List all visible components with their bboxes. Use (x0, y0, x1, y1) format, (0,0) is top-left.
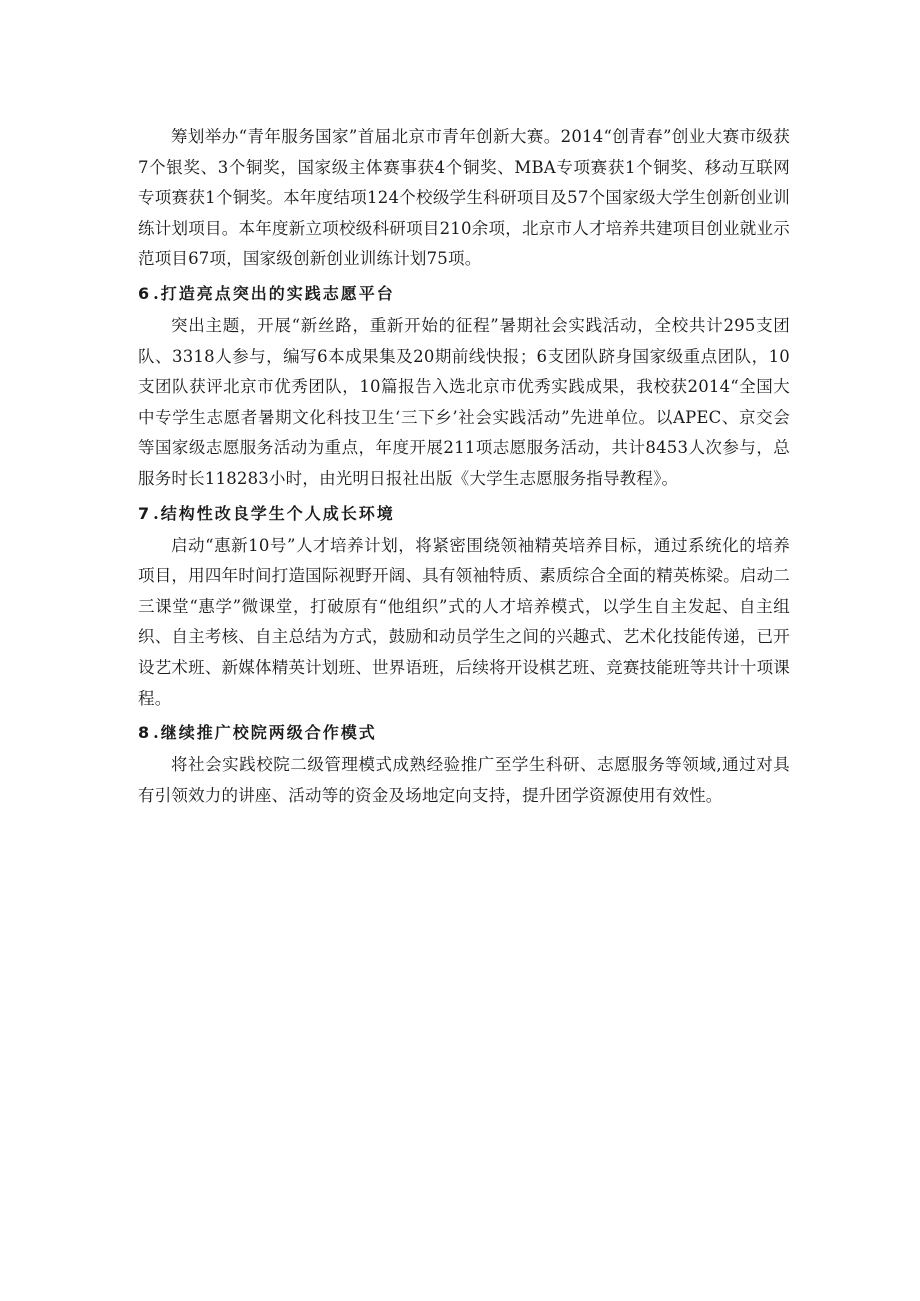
document-body (138, 122, 790, 811)
section-title: .继续推广校院两级合作模式 (153, 723, 377, 743)
paragraph-cooperation-model: 将社会实践校院二级管理模式成熟经验推广至学生科研、志愿服务等领域,通过对具有引领效力的讲座、活动等的资金及场地定向支持，提升团学资源使用有效性。 (138, 755, 790, 805)
section-number: 7 (138, 503, 152, 523)
section-number: 8 (138, 723, 152, 743)
paragraph-practice-volunteer: 突出主题，开展“新丝路，重新开始的征程”暑期社会实践活动，全校共计295支团队、3318人参与，编写6本成果集及20期前线快报；6支团队跻身国家级重点团队，10支团队获评北京市优秀团队，10篇报告入选北京市优秀实践成果，我校获2014“全国大中专学生志愿者暑期文化科技卫生‘三下乡’社会实践活动”先进单位。以APEC、京交会等国家级志愿服务活动为重点，年度开展211项志愿服务活动，共计8453人次参与，总服务时长118283小时，由光明日报社出版《大学生志愿服务指导教程》。 (138, 315, 790, 488)
section-title: .打造亮点突出的实践志愿平台 (153, 283, 395, 303)
section-title: .结构性改良学生个人成长环境 (153, 503, 395, 523)
paragraph-growth-environment: 启动“惠新10号”人才培养计划，将紧密围绕领袖精英培养目标，通过系统化的培养项目，用四年时间打造国际视野开阔、具有领袖特质、素质综合全面的精英栋梁。启动二三课堂“惠学”微课堂，打破原有“他组织”式的人才培养模式，以学生自主发起、自主组织、自主考核、自主总结为方式，鼓励和动员学生之间的兴趣式、艺术化技能传递，已开设艺术班、新媒体精英计划班、世界语班，后续将开设棋艺班、竞赛技能班等共计十项课程。 (138, 535, 790, 708)
section-heading-8 (138, 716, 790, 750)
paragraph-innovation-contest: 筹划举办“青年服务国家”首届北京市青年创新大赛。2014“创青春”创业大赛市级获7个银奖、3个铜奖，国家级主体赛事获4个铜奖、MBA专项赛获1个铜奖、移动互联网专项赛获1个铜奖。本年度结项124个校级学生科研项目及57个国家级大学生创新创业训练计划项目。本年度新立项校级科研项目210余项，北京市人才培养共建项目创业就业示范项目67项，国家级创新创业训练计划75项。 (138, 127, 790, 269)
section-heading-7 (138, 497, 790, 531)
section-heading-6 (138, 277, 790, 311)
section-number: 6 (138, 283, 152, 303)
